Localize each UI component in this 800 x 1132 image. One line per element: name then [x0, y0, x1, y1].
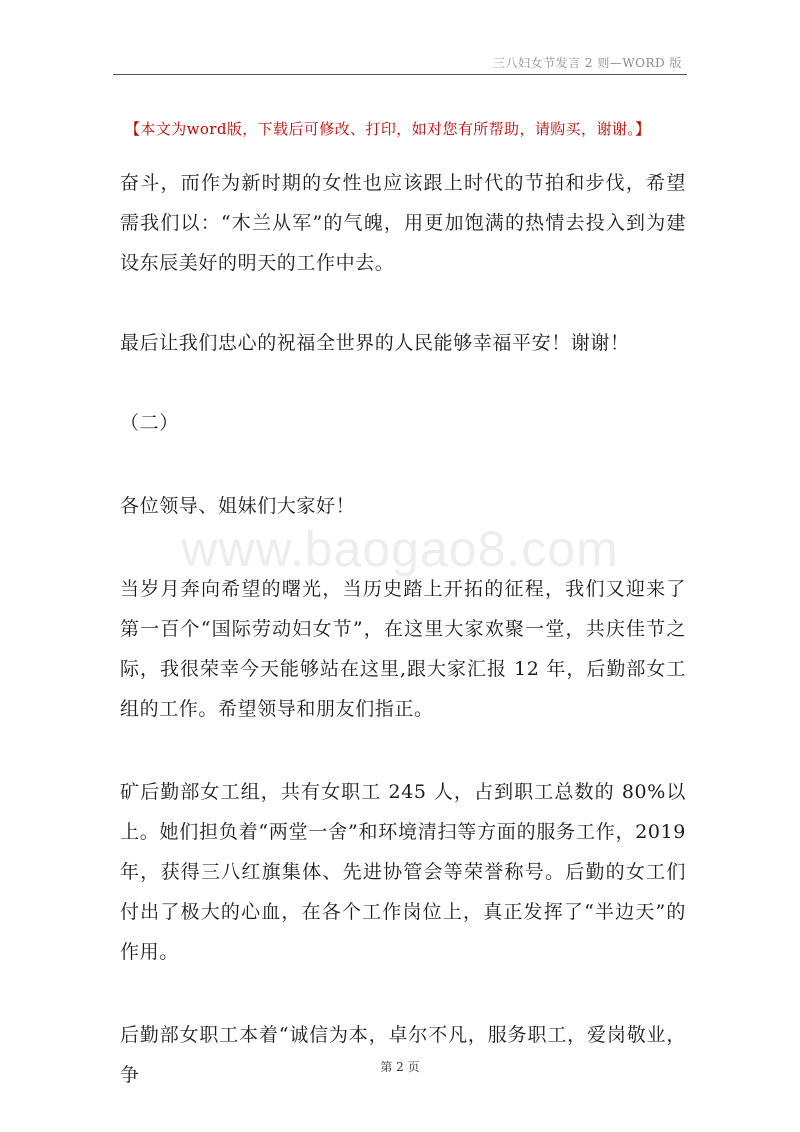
document-body: [120, 163, 686, 1095]
watermark: www.baogao8.com: [181, 521, 619, 577]
paragraph-team-overview: 矿后勤部女工组，共有女职工 245 人，占到职工总数的 80%以上。她们担负着“两堂一舍”和环境清扫等方面的服务工作，2019 年，获得三八红旗集体、先进协管会等荣誉称号。后勤的女工们付出了极大的心血，在各个工作岗位上，真正发挥了“半边天”的作用。: [120, 781, 686, 963]
purchase-notice: 【本文为word版，下载后可修改、打印，如对您有所帮助，请购买，谢谢。】: [125, 120, 651, 138]
page-number: 第 2 页: [380, 1060, 420, 1074]
section-heading: （二）: [120, 412, 179, 434]
document-header-title: 三八妇女节发言 2 则—WORD 版: [493, 56, 682, 70]
header-divider: [113, 74, 687, 75]
paragraph-intro: 当岁月奔向希望的曙光，当历史踏上开拓的征程，我们又迎来了第一百个“国际劳动妇女节”，在这里大家欢聚一堂，共庆佳节之际，我很荣幸今天能够站在这里,跟大家汇报 12 年，后勤部女工组的工作。希望领导和朋友们指正。: [120, 578, 686, 720]
paragraph-principles: 后勤部女职工本着“诚信为本，卓尔不凡，服务职工，爱岗敬业，争: [120, 1024, 686, 1086]
paragraph-closing-wish: 最后让我们忠心的祝福全世界的人民能够幸福平安！谢谢！: [120, 332, 630, 354]
greeting: 各位领导、姐妹们大家好！: [120, 495, 356, 517]
paragraph-continuation: 奋斗，而作为新时期的女性也应该跟上时代的节拍和步伐，希望需我们以：“木兰从军”的气魄，用更加饱满的热情去投入到为建设东辰美好的明天的工作中去。: [120, 172, 686, 274]
